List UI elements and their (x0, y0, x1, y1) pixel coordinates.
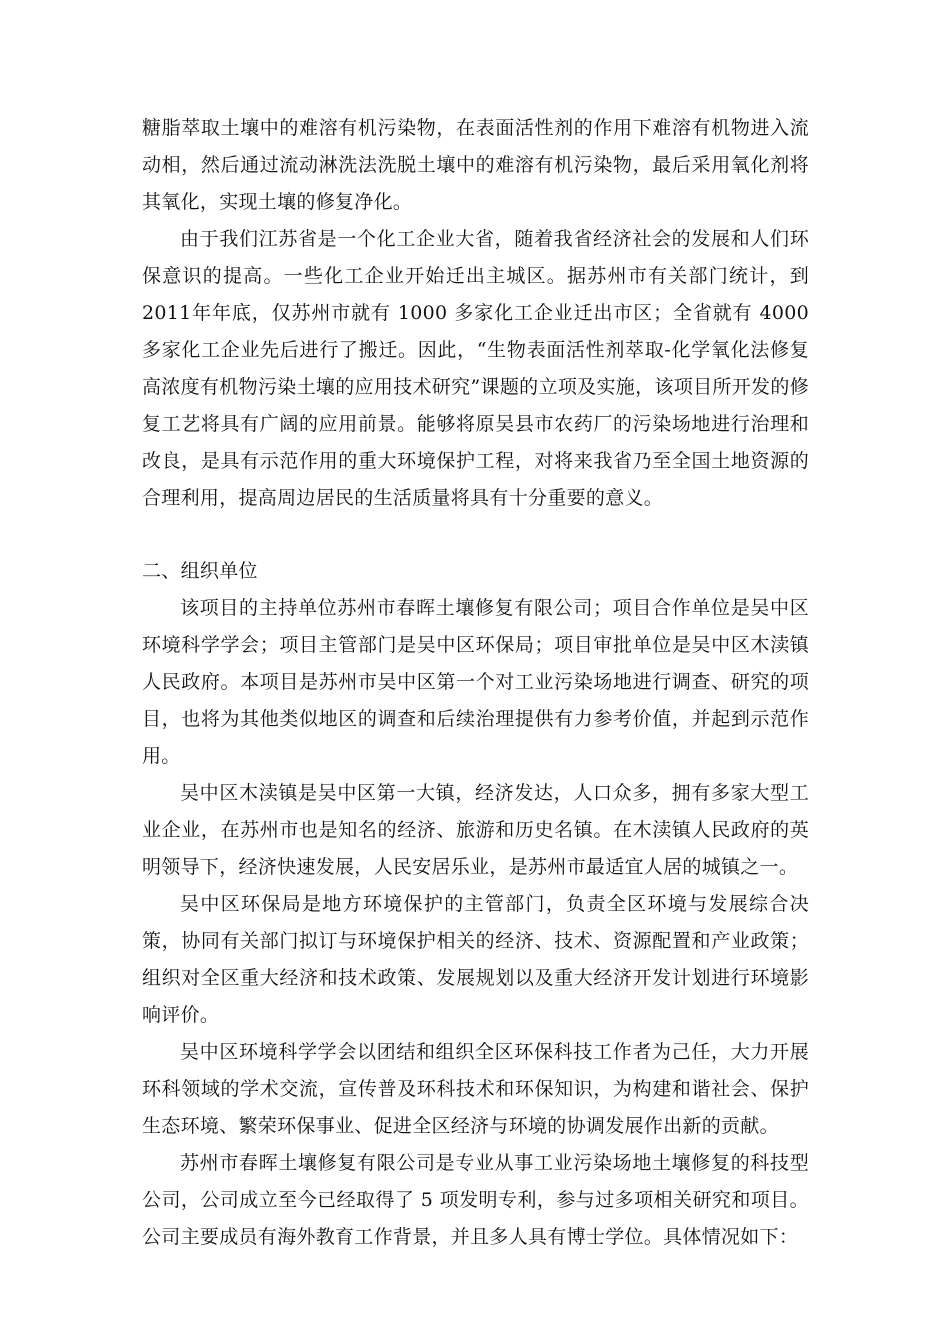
section-heading: 二、组织单位 (142, 560, 258, 582)
paragraph-company: 苏州市春晖土壤修复有限公司是专业从事工业污染场地土壤修复的科技型公司，公司成立至今已经取得了 5 项发明专利，参与过多项相关研究和项目。公司主要成员有海外教育工作背景，并且多人具有博士学位。具体情况如下： (142, 1152, 809, 1248)
paragraph-continuation: 糖脂萃取土壤中的难溶有机污染物，在表面活性剂的作用下难溶有机物进入流动相，然后通过流动淋洗法洗脱土壤中的难溶有机污染物，最后采用氧化剂将其氧化，实现土壤的修复净化。 (142, 117, 809, 213)
document-body (142, 110, 809, 1256)
paragraph-mudu-town: 吴中区木渎镇是吴中区第一大镇，经济发达，人口众多，拥有多家大型工业企业，在苏州市也是知名的经济、旅游和历史名镇。在木渎镇人民政府的英明领导下，经济快速发展，人民安居乐业，是苏州市最适宜人居的城镇之一。 (142, 782, 809, 878)
paragraph-env-society: 吴中区环境科学学会以团结和组织全区环保科技工作者为己任，大力开展环科领域的学术交流，宣传普及环科技术和环保知识，为构建和谐社会、保护生态环境、繁荣环保事业、促进全区经济与环境的协调发展作出新的贡献。 (142, 1041, 809, 1137)
paragraph-host-unit: 该项目的主持单位苏州市春晖土壤修复有限公司；项目合作单位是吴中区环境科学学会；项目主管部门是吴中区环保局；项目审批单位是吴中区木渎镇人民政府。本项目是苏州市吴中区第一个对工业污染场地进行调查、研究的项目，也将为其他类似地区的调查和后续治理提供有力参考价值，并起到示范作用。 (142, 597, 809, 767)
paragraph-background: 由于我们江苏省是一个化工企业大省，随着我省经济社会的发展和人们环保意识的提高。一些化工企业开始迁出主城区。据苏州市有关部门统计，到 2011年年底，仅苏州市就有 1000 多家化工企业迁出市区；全省就有 4000 多家化工企业先后进行了搬迁。因此，“生物表面活性剂萃取-化学氧化法修复高浓度有机物污染土壤的应用技术研究”课题的立项及实施，该项目所开发的修复工艺将具有广阔的应用前景。能够将原吴县市农药厂的污染场地进行治理和改良，是具有示范作用的重大环境保护工程，对将来我省乃至全国土地资源的合理利用，提高周边居民的生活质量将具有十分重要的意义。 (142, 228, 809, 509)
paragraph-env-bureau: 吴中区环保局是地方环境保护的主管部门，负责全区环境与发展综合决策，协同有关部门拟订与环境保护相关的经济、技术、资源配置和产业政策；组织对全区重大经济和技术政策、发展规划以及重大经济开发计划进行环境影响评价。 (142, 893, 809, 1026)
